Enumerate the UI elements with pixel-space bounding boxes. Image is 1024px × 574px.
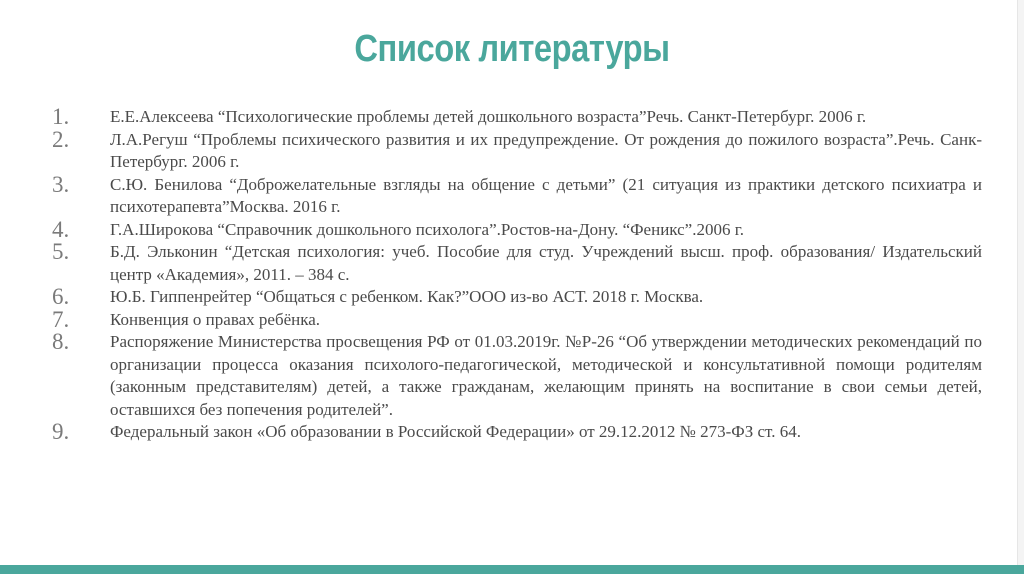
reference-number: 9. (52, 419, 70, 444)
reference-number: 7. (52, 306, 70, 332)
reference-item (52, 331, 982, 421)
reference-text: С.Ю. Бенилова “Доброжелательные взгляды на общение с детьми” (21 ситуация из практики детского психиатра и психотерапевта”Москва. 2016 г. (110, 174, 982, 216)
reference-number: 2. (52, 126, 70, 152)
reference-item (52, 126, 982, 174)
reference-item (52, 241, 982, 286)
reference-text: Г.А.Широкова “Справочник дошкольного психолога”.Ростов-на-Дону. “Феникс”.2006 г. (110, 219, 745, 239)
reference-text: Ю.Б. Гиппенрейтер “Общаться с ребенком. Как?”ООО из-во АСТ. 2018 г. Москва. (110, 287, 704, 306)
reference-text: Б.Д. Эльконин “Детская психология: учеб. Пособие для студ. Учреждений высш. проф. образования/ Издательский центр «Академия», 2011. – 384 с. (110, 242, 982, 284)
reference-number: 3. (52, 171, 70, 197)
reference-item (52, 216, 982, 242)
reference-number: 4. (52, 216, 70, 242)
reference-list (52, 106, 982, 444)
reference-text: Е.Е.Алексеева “Психологические проблемы детей дошкольного возраста”Речь. Санкт-Петербург. 2006 г. (110, 107, 867, 126)
reference-text: Конвенция о правах ребёнка. (110, 309, 321, 329)
bottom-accent-bar (0, 565, 1024, 574)
slide-edge (1017, 0, 1024, 574)
reference-item (52, 106, 982, 129)
reference-item (52, 306, 982, 332)
reference-item (52, 171, 982, 219)
reference-text: Федеральный закон «Об образовании в Российской Федерации» от 29.12.2012 № 273-ФЗ ст. 64. (110, 422, 801, 441)
reference-number: 5. (52, 239, 70, 264)
reference-text: Распоряжение Министерства просвещения РФ от 01.03.2019г. №Р-26 “Об утверждении методических рекомендаций по организации процесса оказания психолого-педагогической, методической и консультативной помощи родителям (законным представителям) детей, а также гражданам, желающим принять на воспитание в свои семьи детей, оставшихся без попечения родителей”. (110, 332, 982, 419)
reference-number: 8. (52, 329, 70, 354)
reference-item (52, 421, 982, 444)
reference-number: 1. (52, 104, 70, 129)
reference-item (52, 286, 982, 309)
reference-number: 6. (52, 284, 70, 309)
reference-text: Л.А.Регуш “Проблемы психического развития и их предупреждение. От рождения до пожилого возраста”.Речь. Санк-Петербург. 2006 г. (110, 129, 982, 171)
slide-title: Список литературы (354, 28, 670, 70)
